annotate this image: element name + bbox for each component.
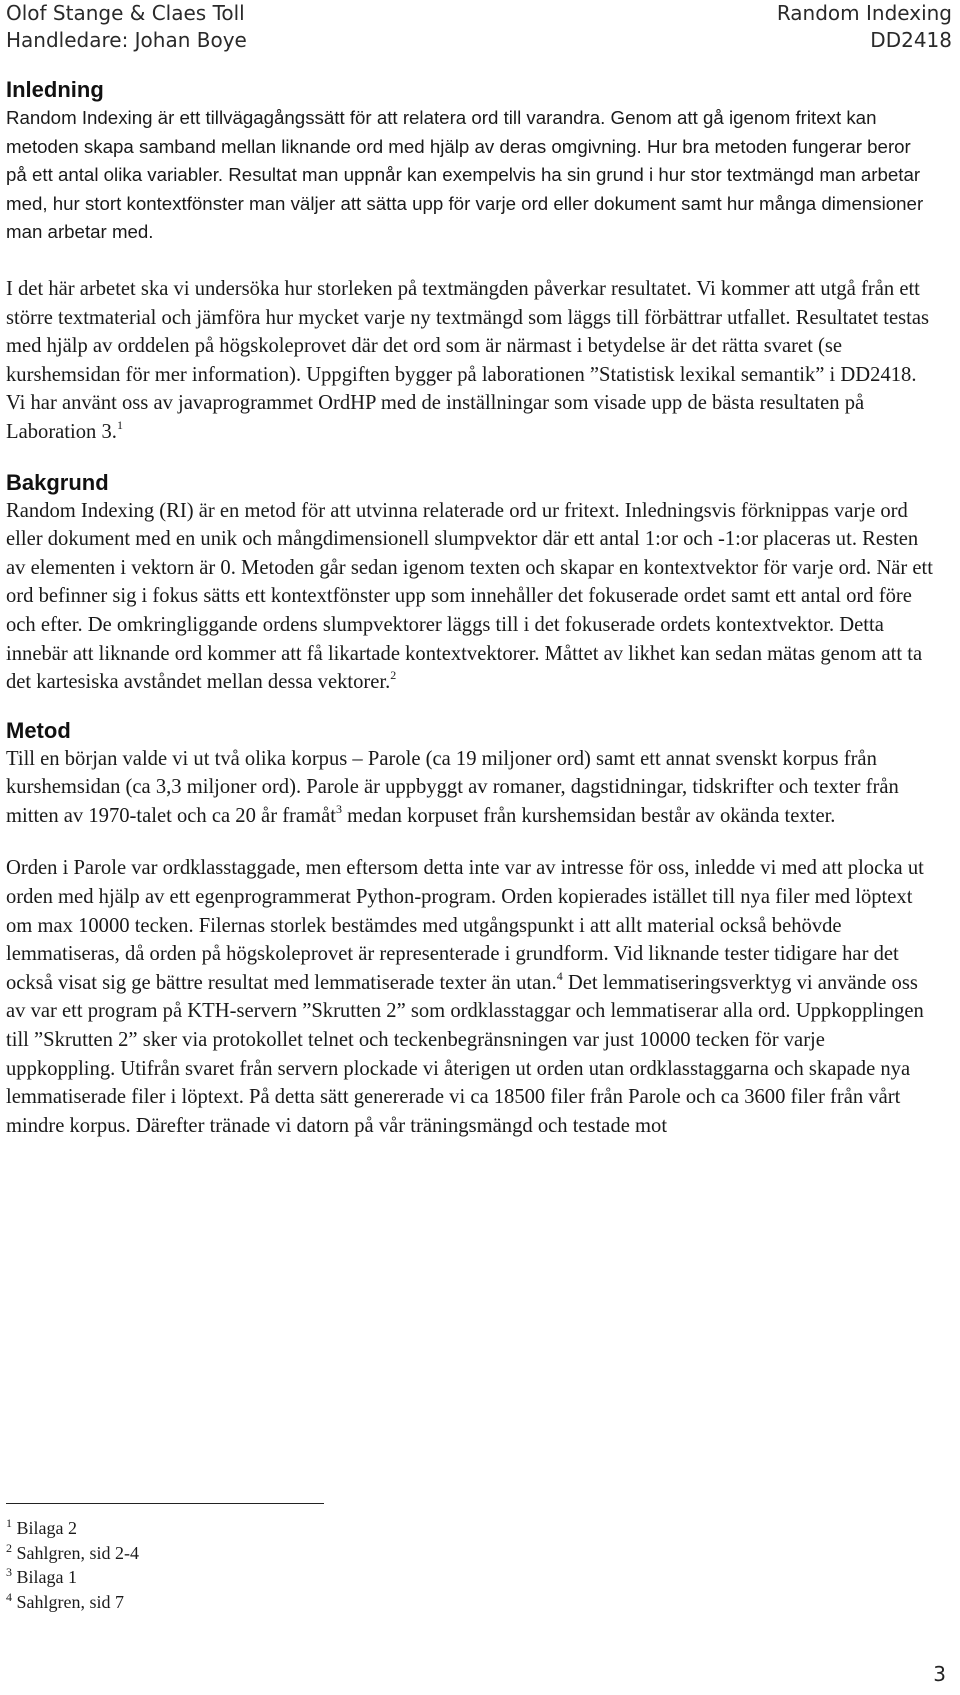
footnote-ref-4: 4 <box>556 968 563 983</box>
intro-paragraph-1: Random Indexing är ett tillvägagångssätt för att relatera ord till varandra. Genom att gå igenom fritext kan metoden skapa samband mellan liknande ord med hjälp av deras omgivning. Hur bra metoden fungerar beror på ett antal olika variabler. Resultat man uppnår kan exempelvis ha sin grund i hur stor textmängd man arbetar med, hur stort kontextfönster man väljer att sätta upp för varje ord eller dokument samt hur många dimensioner man arbetar med. <box>6 107 924 243</box>
footnote-number: 2 <box>6 1540 12 1555</box>
method-paragraph-1-text-b: medan korpuset från kurshemsidan består av okända texter. <box>341 804 836 827</box>
background-paragraph-text: Random Indexing (RI) är en metod för att utvinna relaterade ord ur fritext. Inledningsvis förknippas varje ord eller dokument med en unik och mångdimensionell slumpvektor där ett antal 1:or och -1:or placeras ut. Resten av elementen i vektorn är 0. Metoden går sedan igenom texten och skapar en kontextvektor för varje ord. När ett ord befinner sig i fokus sätts ett kontextfönster upp som innehåller det fokuserade ordet samt ett antal ord före och efter. De omkringliggande ordens slumpvektorer läggs till i det fokuserade ordets kontextvektor. Detta innebär att liknande ord kommer att få likartade kontextvektorer. Måttet av likhet kan sedan mätas genom att ta det kartesiska avståndet mellan dessa vektorer. <box>6 499 933 694</box>
document-body <box>6 76 936 1140</box>
method-paragraph-1 <box>6 745 936 831</box>
method-paragraph-2 <box>6 854 936 1140</box>
method-paragraph-1-text-a: Till en början valde vi ut två olika korpus – Parole (ca 19 miljoner ord) samt ett annat svenskt korpus från kurshemsidan (ca 3,3 miljoner ord). Parole är uppbyggt av romaner, dagstidningar, tidskrifter och texter från mitten av 1970-talet och ca 20 år framåt <box>6 747 899 827</box>
section-title-method: Metod <box>6 717 71 743</box>
page-header-right <box>777 0 952 54</box>
header-course: DD2418 <box>870 28 952 52</box>
footnote-text: Sahlgren, sid 2-4 <box>16 1542 139 1563</box>
section-title-background: Bakgrund <box>6 469 109 495</box>
footnote-item <box>6 1565 139 1590</box>
background-paragraph <box>6 497 936 697</box>
footnote-text: Sahlgren, sid 7 <box>16 1591 124 1612</box>
footnote-item <box>6 1590 139 1615</box>
footnote-ref-3: 3 <box>335 801 342 816</box>
footnote-text: Bilaga 1 <box>16 1567 77 1587</box>
page-header-left <box>6 0 247 54</box>
footnote-text: Bilaga 2 <box>16 1518 77 1538</box>
section-title-intro: Inledning <box>6 77 104 102</box>
method-paragraph-2-text-b: Det lemmatiseringsverktyg vi använde oss av var ett program på KTH-servern ”Skrutten 2” som ordklasstaggar och lemmatiserar alla ord. Uppkopplingen till ”Skrutten 2” sker via protokollet telnet och teckenbegränsningen var just 10000 tecken för varje uppkoppling. Utifrån svaret från servern plockade vi återigen ut orden utan ordklasstaggarna och skapade nya lemmatiserade filer i löptext. På detta sätt genererade vi ca 18500 filer från Parole och ca 3600 filer från vårt mindre korpus. Därefter tränade vi datorn på vår träningsmängd och testade mot <box>6 971 924 1137</box>
footnote-number: 1 <box>6 1516 12 1530</box>
method-paragraph-2-text-a: Orden i Parole var ordklasstaggade, men eftersom detta inte var av intresse för oss, inledde vi med att plocka ut orden med hjälp av ett egenprogrammerat Python-program. Orden kopierades istället till nya filer med löptext om max 10000 tecken. Filernas storlek bestämdes med utgångspunkt i att allt material också behövde lemmatiseras, då orden på högskoleprovet är representerade i grundform. Vid liknande tester tidigare har det också visat sig ge bättre resultat med lemmatiserade texter än utan. <box>6 857 924 994</box>
intro-paragraph-2-text: I det här arbetet ska vi undersöka hur storleken på textmängden påverkar resultatet. Vi kommer att utgå från ett större textmaterial och jämföra hur mycket varje ny textmängd som läggs till förbättrar utfallet. Resultatet testas med hjälp av orddelen på högskoleprovet där det ord som är närmast i betydelse är det rätta svaret (se kurshemsidan för mer information). Uppgiften bygger på laborationen ”Statistisk lexikal semantik” i DD2418. Vi har använt oss av javaprogrammet OrdHP med de inställningar som visade upp de bästa resultaten på Laboration 3. <box>6 277 929 443</box>
header-supervisor: Handledare: Johan Boye <box>6 28 247 52</box>
footnote-ref-2: 2 <box>390 668 397 683</box>
page-number: 3 <box>933 1662 946 1686</box>
header-authors: Olof Stange & Claes Toll <box>6 1 245 25</box>
header-topic: Random Indexing <box>776 1 952 25</box>
footnote-number: 4 <box>6 1589 12 1604</box>
footnote-ref-1: 1 <box>116 417 123 432</box>
footnote-item <box>6 1541 139 1566</box>
footnotes <box>6 1516 139 1614</box>
footnote-item <box>6 1516 139 1541</box>
intro-paragraph-2 <box>6 275 936 447</box>
footnote-separator <box>6 1503 324 1504</box>
footnote-number: 3 <box>6 1565 12 1579</box>
